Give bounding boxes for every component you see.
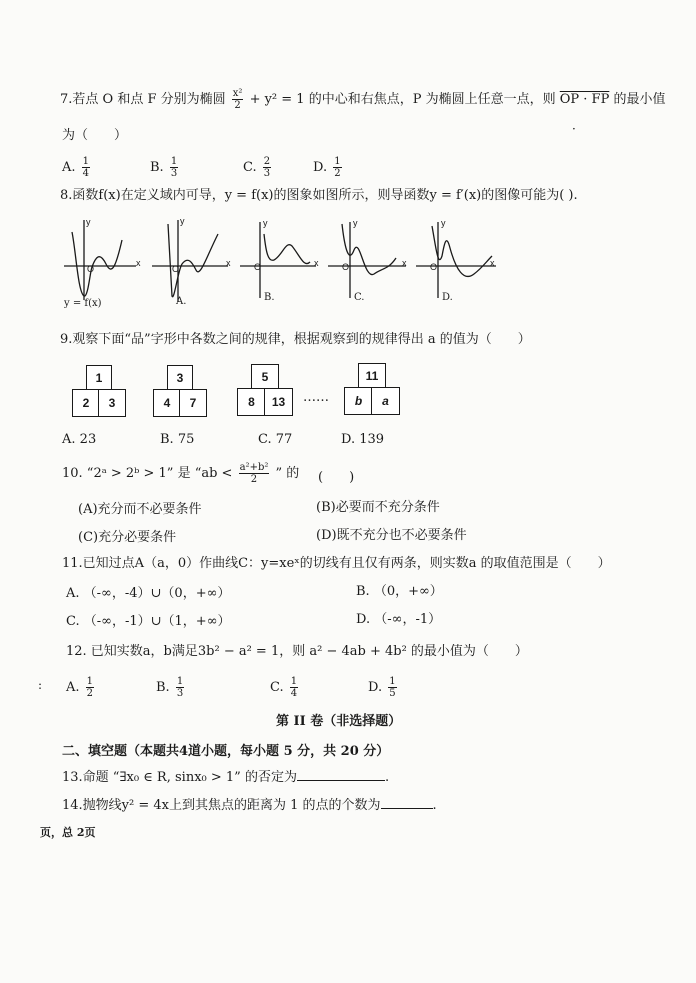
q10-option-a: (A)充分而不必要条件: [78, 502, 202, 517]
q9-fig4-top: 11: [358, 363, 386, 389]
q10-suffix: ” 的: [275, 466, 300, 481]
option-label: C.: [243, 160, 257, 175]
option-fraction: $\frac{1}{2}$: [86, 676, 94, 699]
q9-text: 9.观察下面“品”字形中各数之间的规律，根据观察到的规律得出 a 的值为（ ）: [60, 332, 531, 347]
q7-option-b: [150, 156, 180, 179]
q9-fig3-top: 5: [251, 364, 279, 390]
q9-option-a: A. 23: [62, 432, 97, 447]
q13-answer-blank[interactable]: [297, 768, 385, 781]
q12-option-a: A. $\frac{1}{2}$: [66, 676, 94, 699]
q9-fig2-top: 3: [167, 365, 193, 391]
q9-fig3-right: 13: [264, 388, 293, 416]
q7-ellipse-den: 2: [234, 100, 241, 111]
graphB-y-label: y: [263, 218, 268, 228]
graph0-origin: O: [87, 264, 95, 274]
q9-fig3-left: 8: [237, 388, 266, 416]
graph-original: [64, 220, 136, 300]
q14-prefix: 14.抛物线y² = 4x上到其焦点的距离为 1 的点的个数为: [62, 798, 381, 813]
q11-option-a: A. （-∞，-4）∪（0，+∞）: [66, 586, 231, 601]
q7-vector-product: OP · FP: [559, 92, 610, 107]
q9-ellipsis: ……: [303, 390, 329, 405]
q11-option-d: D. （-∞，-1）: [356, 612, 442, 627]
q10-paren: ( ): [318, 470, 355, 485]
q9-fig1-top: 1: [86, 365, 112, 391]
q12-text: 12. 已知实数a，b满足3b² − a² = 1，则 a² − 4ab + 4b² 的最小值为（ ）: [66, 644, 528, 659]
option-fraction: $\frac{1}{4}$: [82, 156, 90, 179]
option-label: D.: [313, 160, 328, 175]
q7-option-c: [243, 156, 273, 179]
graphD-x-label: x: [490, 258, 495, 268]
scan-mark: ·: [572, 122, 576, 136]
q10-line: [62, 462, 299, 485]
scan-mark: :: [38, 678, 43, 692]
option-fraction: $\frac{2}{3}$: [263, 156, 271, 179]
q7-line2: 为（ ）: [62, 128, 128, 143]
graph0-y-label: y: [86, 217, 91, 227]
q7-option-d: [313, 156, 344, 179]
graphB-origin: O: [254, 262, 262, 272]
q9-fig1-right: 3: [98, 389, 126, 417]
part2-title: 第 II 卷（非选择题）: [276, 714, 402, 729]
graphA-caption: A.: [176, 296, 187, 307]
q7-tail: 的最小值: [613, 92, 666, 107]
graphB-x-label: x: [314, 258, 319, 268]
q7-suffix: 的中心和右焦点，P 为椭圆上任意一点，则: [308, 92, 556, 107]
q9-option-c: C. 77: [258, 432, 293, 447]
graph0-caption: y = f(x): [64, 298, 102, 309]
q13-suffix: .: [384, 770, 390, 785]
q11-text: 11.已知过点A（a，0）作曲线C：y=xeˣ的切线有且仅有两条，则实数a 的取值范围是（ ）: [62, 556, 611, 571]
q7-ellipse-num: x²: [232, 88, 243, 99]
q13-prefix: 13.命题 “∃x₀ ∈ R, sinx₀ > 1” 的否定为: [62, 770, 297, 785]
q12-option-d: D. $\frac{1}{5}$: [368, 676, 396, 699]
q12-option-c: C. $\frac{1}{4}$: [270, 676, 298, 699]
q14-suffix: .: [432, 798, 437, 813]
q7-option-a: [62, 156, 92, 179]
q11-option-c: C. （-∞，-1）∪（1，+∞）: [66, 614, 231, 629]
q9-fig2-left: 4: [153, 389, 181, 417]
q10-option-b: (B)必要而不充分条件: [316, 500, 440, 515]
q12-option-b: B. $\frac{1}{3}$: [156, 676, 184, 699]
graph-d: [416, 222, 496, 298]
q9-fig4-right: a: [371, 387, 400, 415]
q9-fig4-left: b: [344, 387, 373, 415]
graph-a: [152, 220, 228, 302]
q10-option-c: (C)充分必要条件: [78, 530, 177, 545]
graphC-caption: C.: [354, 292, 365, 303]
q14-line: [62, 794, 437, 813]
q8-text: 8.函数f(x)在定义域内可导，y = f(x)的图象如图所示，则导函数y = f′(x)的图像可能为( ).: [60, 188, 578, 203]
q9-fig2-right: 7: [179, 389, 207, 417]
option-label: A.: [62, 160, 76, 175]
q9-option-d: D. 139: [341, 432, 385, 447]
graphA-y-label: y: [180, 216, 185, 226]
q7-ellipse-fraction: [232, 88, 244, 111]
q9-option-b: B. 75: [160, 432, 195, 447]
graphA-origin: O: [172, 264, 180, 274]
q7-prefix: 7.若点 O 和点 F 分别为椭圆: [60, 92, 226, 107]
q10-fraction: $\frac{\text{a²+b²}}{2}$: [239, 462, 269, 485]
option-fraction: $\frac{1}{5}$: [389, 676, 396, 699]
q14-answer-blank[interactable]: [381, 796, 433, 809]
graphC-y-label: y: [353, 218, 358, 228]
q7-ellipse-rest: + y² = 1: [249, 92, 305, 107]
section-heading: 二、填空题（本题共4道小题，每小题 5 分，共 20 分）: [62, 744, 390, 759]
option-label: B.: [150, 160, 164, 175]
graphB-caption: B.: [264, 292, 275, 303]
graphD-y-label: y: [441, 218, 446, 228]
graphC-x-label: x: [402, 258, 407, 268]
q11-option-b: B. （0，+∞）: [356, 584, 443, 599]
graph-c: [328, 222, 406, 298]
option-fraction: $\frac{1}{4}$: [290, 676, 298, 699]
page-footer: 页，总 2页: [40, 826, 96, 839]
q10-option-d: (D)既不充分也不必要条件: [316, 528, 467, 543]
graph0-x-label: x: [136, 258, 141, 268]
q9-fig1-left: 2: [72, 389, 100, 417]
q10-prefix: 10. “2ᵃ > 2ᵇ > 1” 是 “ab <: [62, 466, 233, 481]
q13-line: [62, 766, 389, 785]
graph-b: [240, 222, 316, 298]
graphA-x-label: x: [226, 258, 231, 268]
q7-line1: [60, 88, 665, 111]
option-fraction: $\frac{1}{3}$: [170, 156, 178, 179]
graphD-origin: O: [430, 262, 438, 272]
option-fraction: $\frac{1}{3}$: [176, 676, 184, 699]
graphC-origin: O: [342, 262, 350, 272]
graphD-caption: D.: [442, 292, 453, 303]
option-fraction: $\frac{1}{2}$: [334, 156, 341, 179]
